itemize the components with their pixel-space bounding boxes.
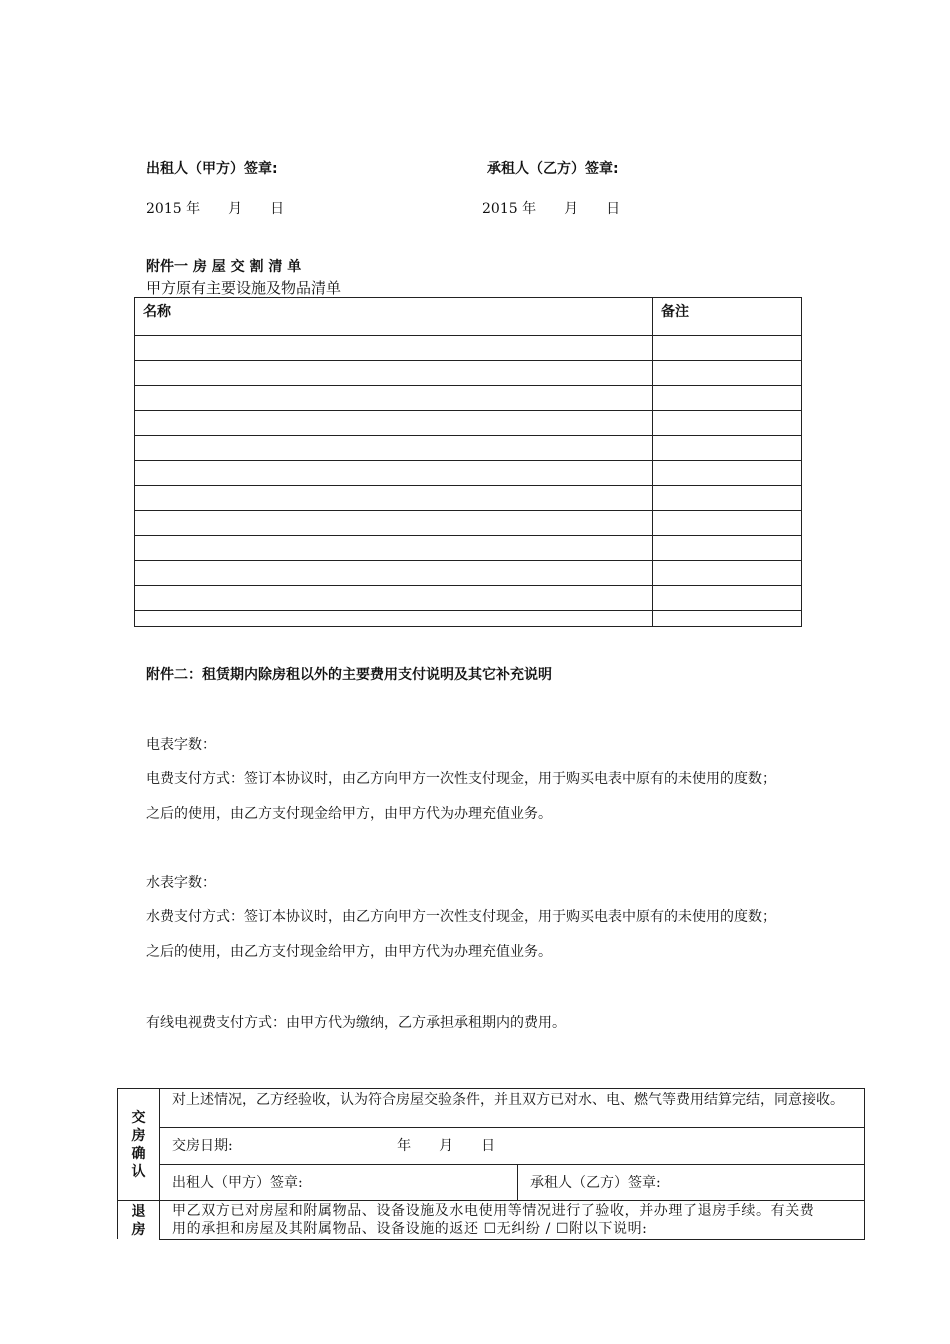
inventory-cell-remark [653, 361, 802, 386]
inventory-cell-remark [653, 586, 802, 611]
tv-payment: 有线电视费支付方式：由甲方代为缴纳，乙方承担承租期内的费用。 [146, 1015, 566, 1031]
water-reading: 水表字数： [146, 875, 216, 891]
inventory-cell-remark [653, 436, 802, 461]
inventory-cell-name [135, 411, 653, 436]
water-payment-line1: 水费支付方式：签订本协议时，由乙方向甲方一次性支付现金，用于购买电表中原有的未使用的度数； [146, 909, 776, 925]
handover-confirm-text: 对上述情况，乙方经验收，认为符合房屋交验条件，并且双方已对水、电、燃气等费用结算完结，同意接收。 [160, 1089, 865, 1128]
handover-confirm-label: 交 房 确 认 [118, 1089, 160, 1201]
inventory-header-row [135, 298, 802, 336]
table-row [135, 611, 802, 627]
handover-date-label: 交房日期: [172, 1138, 233, 1154]
lessor-date: 2015 年 月 日 [146, 201, 285, 217]
table-row [135, 361, 802, 386]
electric-payment-line1: 电费支付方式：签订本协议时，由乙方向甲方一次性支付现金，用于购买电表中原有的未使用的度数； [146, 771, 776, 787]
appendix1-subtitle: 甲方原有主要设施及物品清单 [146, 279, 342, 297]
appendix1-title: 附件一 房 屋 交 割 清 单 [146, 259, 302, 275]
inventory-cell-name [135, 461, 653, 486]
appendix2-title: 附件二：租赁期内除房租以外的主要费用支付说明及其它补充说明 [146, 667, 552, 683]
table-row [135, 536, 802, 561]
inventory-cell-name [135, 361, 653, 386]
handover-lessee-sign: 承租人（乙方）签章: [518, 1165, 865, 1201]
inventory-cell-remark [653, 461, 802, 486]
inventory-header-name: 名称 [135, 298, 653, 336]
inventory-cell-remark [653, 611, 802, 627]
electric-payment-line2: 之后的使用，由乙方支付现金给甲方，由甲方代为办理充值业务。 [146, 806, 552, 822]
inventory-cell-name [135, 611, 653, 627]
inventory-cell-remark [653, 536, 802, 561]
inventory-cell-name [135, 436, 653, 461]
inventory-cell-name [135, 511, 653, 536]
inventory-cell-name [135, 586, 653, 611]
inventory-cell-name [135, 561, 653, 586]
inventory-cell-name [135, 536, 653, 561]
handover-table [117, 1088, 865, 1240]
handover-lessor-sign: 出租人（甲方）签章: [160, 1165, 518, 1201]
table-row [135, 561, 802, 586]
inventory-cell-remark [653, 411, 802, 436]
handover-date-row [160, 1128, 865, 1165]
lessor-signature-label: 出租人（甲方）签章: [146, 161, 278, 177]
return-label: 退 房 [118, 1201, 160, 1240]
table-row [135, 411, 802, 436]
table-row [135, 586, 802, 611]
table-row [135, 461, 802, 486]
return-text-line2: 用的承担和房屋及其附属物品、设备设施的返还 ☐无纠纷 / ☐附以下说明: [172, 1221, 648, 1237]
electric-reading: 电表字数： [146, 737, 216, 753]
inventory-table [134, 297, 802, 627]
inventory-cell-remark [653, 561, 802, 586]
return-text-line1: 甲乙双方已对房屋和附属物品、设备设施及水电使用等情况进行了验收，并办理了退房手续。有关费 [172, 1203, 815, 1219]
table-row [135, 336, 802, 361]
water-payment-line2: 之后的使用，由乙方支付现金给甲方，由甲方代为办理充值业务。 [146, 944, 552, 960]
inventory-cell-name [135, 336, 653, 361]
inventory-cell-remark [653, 511, 802, 536]
return-text [160, 1201, 865, 1240]
table-row [135, 436, 802, 461]
inventory-cell-remark [653, 386, 802, 411]
table-row [135, 486, 802, 511]
inventory-cell-name [135, 486, 653, 511]
handover-date-value: 年 月 日 [397, 1138, 496, 1154]
inventory-header-remark: 备注 [653, 298, 802, 336]
inventory-cell-remark [653, 486, 802, 511]
inventory-cell-name [135, 386, 653, 411]
inventory-cell-remark [653, 336, 802, 361]
table-row [135, 511, 802, 536]
lessee-signature-label: 承租人（乙方）签章: [487, 161, 619, 177]
table-row [135, 386, 802, 411]
lessee-date: 2015 年 月 日 [482, 201, 621, 217]
